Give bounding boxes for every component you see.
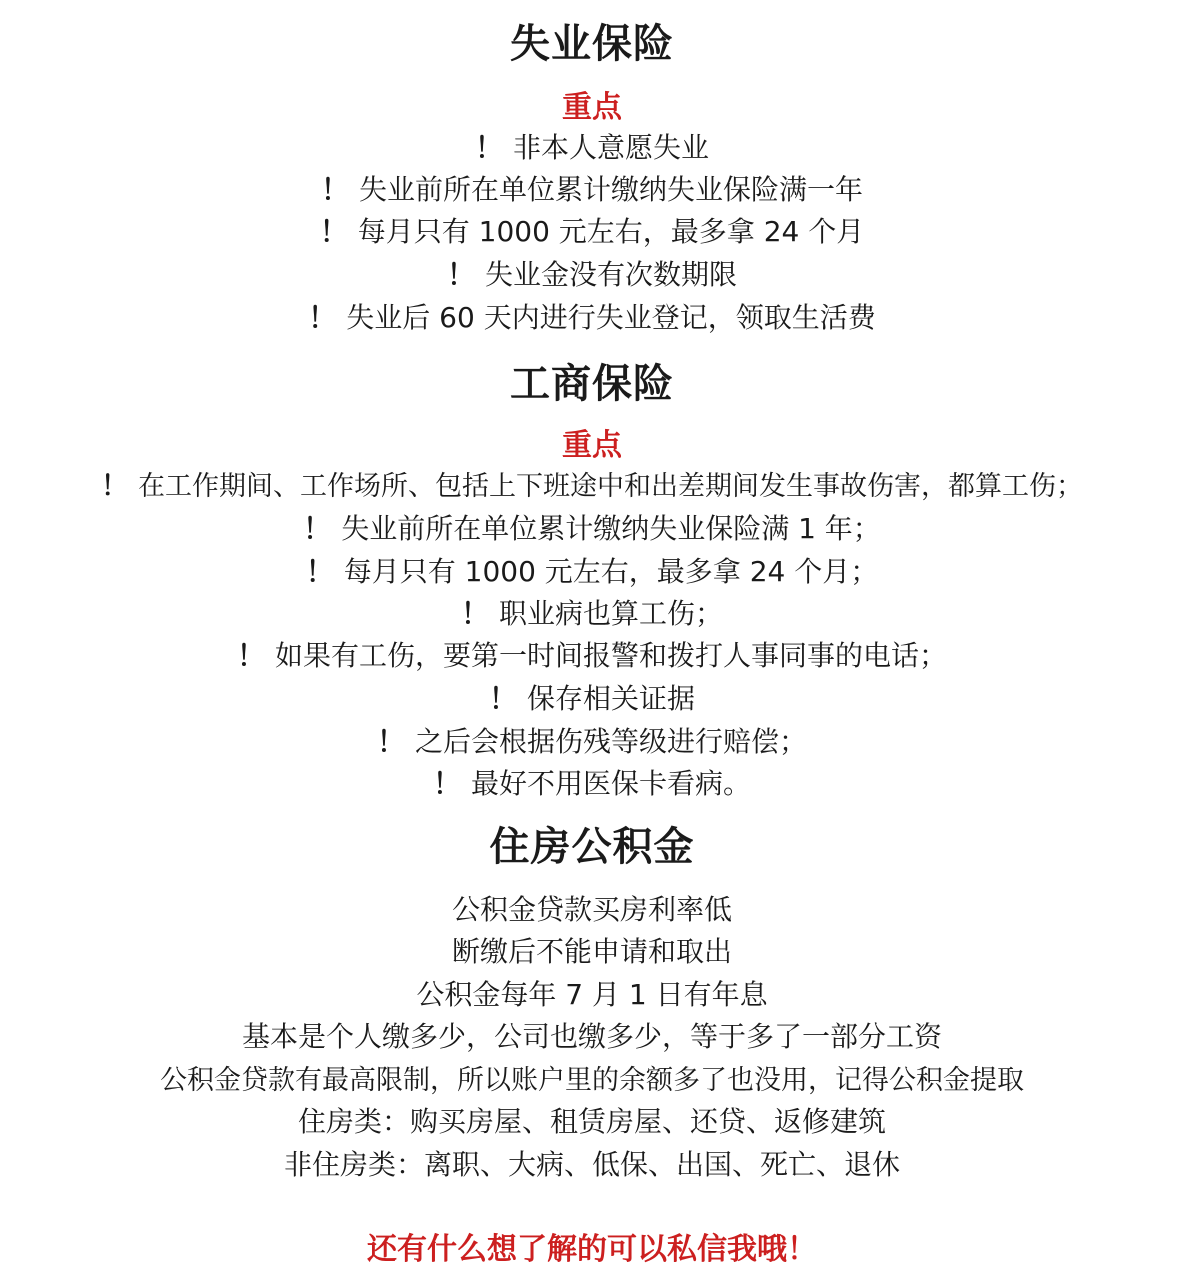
list-item: 非住房类：离职、大病、低保、出国、死亡、退休 [283,1148,900,1181]
footer-note: 还有什么想了解的可以私信我哦！ [367,1232,817,1267]
exclamation-icon: ！ [303,512,332,545]
list-item [0,253,1184,293]
key-label: 重点 [562,90,622,125]
exclamation-icon: ！ [101,471,128,502]
list-item [0,296,1184,336]
exclamation-icon: ！ [236,639,265,672]
exclamation-icon: ！ [320,173,349,206]
list-item [0,592,1184,632]
list-item-text: 最好不用医保卡看病。 [471,767,752,800]
list-item [0,126,1184,166]
list-item: 公积金贷款买房利率低 [451,893,732,926]
section-title: 失业保险 [510,21,674,67]
list-item [0,677,1184,717]
list-item [0,720,1184,760]
exclamation-icon: ！ [305,555,334,588]
list-item: 公积金每年 7 月 1 日有年息 [416,978,768,1011]
list-item [0,634,1184,674]
list-item: 公积金贷款有最高限制，所以账户里的余额多了也没用，记得公积金提取 [160,1065,1024,1096]
list-item-text: 失业前所在单位累计缴纳失业保险满 1 年； [341,512,881,545]
list-item [0,550,1184,590]
list-item-text: 如果有工伤，要第一时间报警和拨打人事同事的电话； [275,639,948,672]
list-item [0,464,1184,503]
list-item-text: 非本人意愿失业 [513,131,710,164]
list-item: 断缴后不能申请和取出 [451,935,732,968]
exclamation-icon: ！ [488,682,517,715]
list-item-text: 职业病也算工伤； [499,597,724,630]
exclamation-icon: ！ [376,725,405,758]
list-item [0,168,1184,208]
list-item-text: 在工作期间、工作场所、包括上下班途中和出差期间发生事故伤害，都算工伤； [138,471,1083,502]
key-label: 重点 [562,428,622,463]
exclamation-icon: ！ [474,131,503,164]
exclamation-icon: ！ [319,215,348,248]
list-item [0,210,1184,250]
list-item: 住房类：购买房屋、租赁房屋、还贷、返修建筑 [297,1105,886,1138]
list-item-text: 保存相关证据 [527,682,696,715]
section-title: 住房公积金 [489,824,695,870]
list-item [0,762,1184,802]
list-item-text: 每月只有 1000 元左右，最多拿 24 个月； [343,555,879,588]
list-item-text: 失业前所在单位累计缴纳失业保险满一年 [359,173,864,206]
list-item [0,507,1184,547]
exclamation-icon: ！ [446,258,475,291]
exclamation-icon: ！ [460,597,489,630]
exclamation-icon: ！ [432,767,461,800]
list-item-text: 每月只有 1000 元左右，最多拿 24 个月 [357,215,865,248]
section-title: 工商保险 [510,361,674,407]
list-item-text: 之后会根据伤残等级进行赔偿； [415,725,808,758]
exclamation-icon: ！ [308,301,337,334]
list-item-text: 失业金没有次数期限 [485,258,738,291]
list-item-text: 失业后 60 天内进行失业登记，领取生活费 [346,301,876,334]
list-item: 基本是个人缴多少，公司也缴多少，等于多了一部分工资 [241,1020,942,1053]
